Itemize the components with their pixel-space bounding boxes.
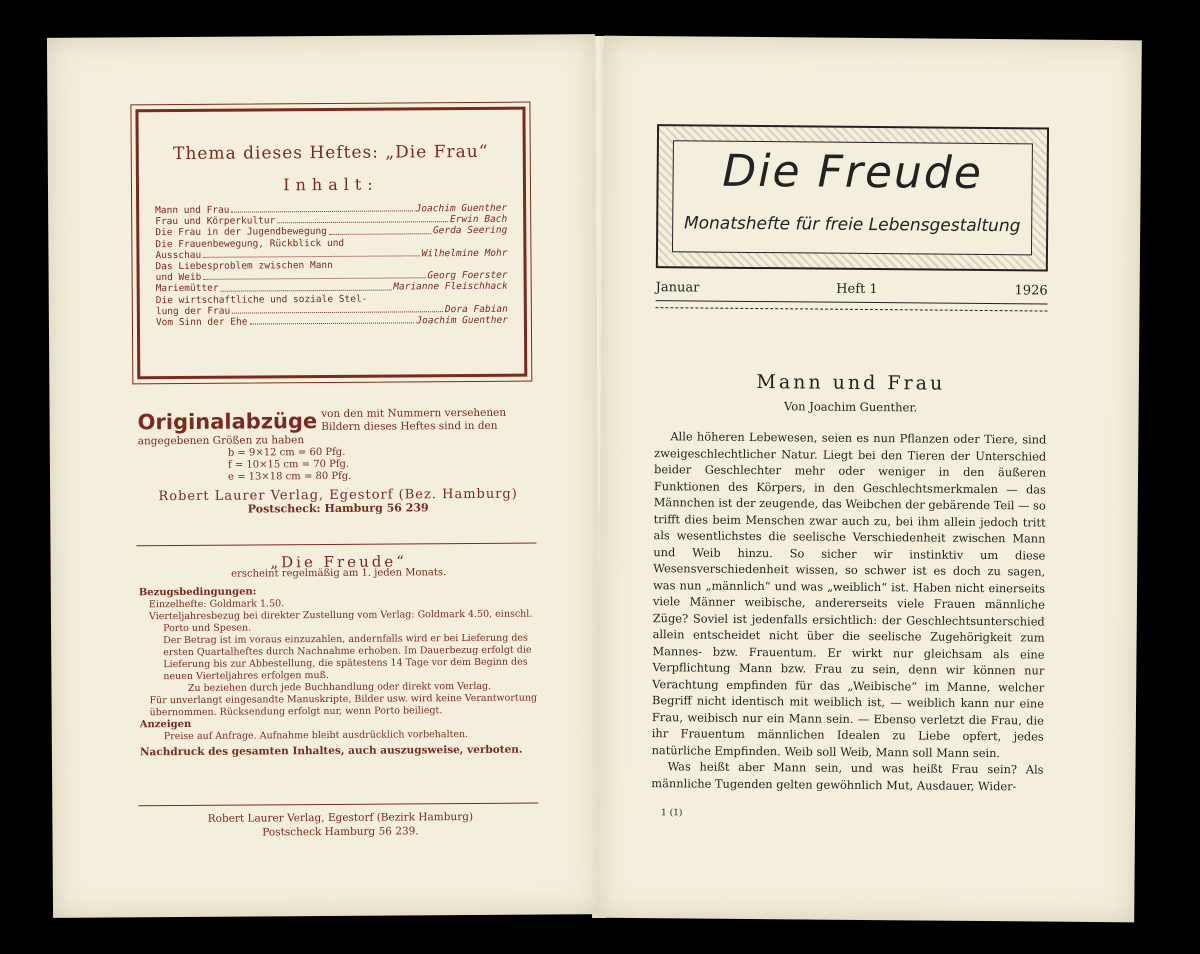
toc-entry-title: Mann und Frau <box>155 204 230 217</box>
divider <box>138 803 538 807</box>
toc-entry <box>156 315 508 329</box>
conditions-heading: Bezugsbedingungen: <box>138 586 257 599</box>
toc-entry-title: Vom Sinn der Ehe <box>155 316 248 329</box>
toc-entry-title: Mariemütter <box>155 283 219 295</box>
toc-leader <box>221 282 392 291</box>
toc-entry-author: Marianne Fleischhack <box>393 281 508 293</box>
toc-entry-title: lung der Frau <box>155 305 231 317</box>
toc-entry-title: und Weib <box>155 272 202 284</box>
size-line: f = 10×15 cm = 70 Pfg. <box>227 458 350 471</box>
toc-leader <box>203 248 419 258</box>
postscheck-line: Postscheck Hamburg 56 239. <box>262 825 419 839</box>
toc-entry-title: Die Frauenbewegung, Rückblick und <box>155 237 345 250</box>
toc-leader <box>231 203 413 212</box>
originals-notice <box>138 407 539 517</box>
toc-entry-author: Joachim Guenther <box>416 314 508 327</box>
toc-leader <box>329 226 431 235</box>
ads-text: Preise auf Anfrage. Aufnahme bleibt ausdrücklich vorbehalten. <box>163 728 469 743</box>
page-number: 1 (1) <box>661 808 683 819</box>
issue-theme: Thema dieses Heftes: „Die Frau“ <box>173 141 489 165</box>
toc-entry-author: Dora Fabian <box>444 303 508 315</box>
freude-subtitle: erscheint regelmäßig am 1. jeden Monats. <box>231 567 447 580</box>
toc-entry-title: Das Liebesproblem zwischen Mann <box>155 259 333 273</box>
ads-heading: Anzeigen <box>139 718 192 731</box>
originals-text: von den mit Nummern versehenen Bildern dieses Heftes sind in den angegebenen Größen zu haben <box>137 406 507 448</box>
article-paragraph: Alle höheren Lebewesen, seien es nun Pflanzen oder Tiere, sind zweigeschlechtlicher Natur. Liegt bei den Tieren der Unterschied beider Geschlechter mehr oder weniger in den äußeren Funktionen des Körpers, in den Geschlechtsmerkmalen — das Männchen ist der zeugende, das Weibchen der gebärende Teil — so trifft dies beim Menschen zwar auch zu, bei ihm allein jedoch tritt als wesentlichstes die seelische Verschiedenheit zwischen Mann und Weib hinzu. So sicher wir instinktiv um diese Wesensverschiedenheit wissen, so schwer ist es doch zu sagen, was nun „männlich“ und was „weiblich“ ist. Haben nicht einerseits viele Männer weibische, andererseits viele Frauen männliche Züge? Soviel ist jedenfalls ersichtlich: der Geschlechtsunterschied allein entscheidet nicht über die seelische Zugehörigkeit zum Mannes- bzw. Frauentum. Er wirkt nur gleichsam als eine Verpflichtung Mann bzw. Frau zu sein, denn wir können nur Verachtung empfinden für das „Weibische“ im Manne, welcher Begriff nicht identisch mit weiblich ist, — weiblich kann nur eine Frau, weibisch nur ein Mann sein. — Ebenso verletzt die Frau, die ihr Frauentum männlichen Idealen zu Liebe opfert, jedes natürliche Empfinden. Weib soll Weib, Mann soll Mann sein. <box>651 429 1047 760</box>
toc-entry-title: Die Frau in der Jugendbewegung <box>155 226 327 239</box>
toc-leader <box>369 292 505 301</box>
toc-entry-author: Gerda Seering <box>432 225 508 237</box>
article-title: Mann und Frau <box>756 371 946 395</box>
size-line: b = 9×12 cm = 60 Pfg. <box>227 446 346 459</box>
bottom-publisher <box>140 809 540 840</box>
toc-entry-title: Ausschau <box>155 249 202 261</box>
condition-line: Zu beziehen durch jede Buchhandlung oder direkt vom Verlag. <box>187 680 492 694</box>
issue-month: Januar <box>655 280 700 296</box>
condition-line: Für unverlangt eingesandte Manuskripte, Bilder usw. wird keine Verantwortung übernommen. Rücksendung erfolgt nur, wenn Porto beiliegt. <box>149 692 538 719</box>
toc-entry-title: Die wirtschaftliche und soziale Stel- <box>155 293 368 306</box>
toc-list <box>155 203 508 329</box>
issue-info <box>656 280 1048 298</box>
issue-year: 1926 <box>1014 283 1048 299</box>
toc-heading: Inhalt: <box>283 174 379 195</box>
masthead-title: Die Freude <box>722 145 984 199</box>
toc-entry-author: Wilhelmine Mohr <box>421 247 508 260</box>
freude-title: „Die Freude“ <box>270 552 407 572</box>
issue-rule <box>655 300 1047 311</box>
right-page <box>596 36 1142 923</box>
toc-leader <box>346 236 505 245</box>
masthead-panel <box>672 140 1033 255</box>
toc-entry-author: Georg Foerster <box>427 269 508 282</box>
toc-entry-title: Frau und Körperkultur <box>155 215 276 228</box>
condition-line: Vierteljahresbezug bei direkter Zustellung vom Verlag: Goldmark 4.50, einschl. <box>148 608 533 623</box>
print-sizes <box>138 446 538 485</box>
article-author: Von Joachim Guenther. <box>783 399 918 415</box>
publisher-line: Robert Laurer Verlag, Egestorf (Bez. Hamburg) <box>158 486 518 505</box>
toc-leader <box>277 214 448 223</box>
toc-entry-author: Joachim Guenther <box>415 202 508 215</box>
toc-entry-author: Erwin Bach <box>449 213 508 226</box>
toc-leader <box>249 315 414 324</box>
masthead-subtitle: Monatshefte für freie Lebensgestaltung <box>683 213 1021 237</box>
masthead <box>656 124 1049 271</box>
size-line: e = 13×18 cm = 80 Pfg. <box>227 470 352 483</box>
condition-line: Der Betrag ist im voraus einzuzahlen, andernfalls wird er bei Lieferung des ersten Quartalheftes durch Nachnahme erhoben. Im Dauerbezug erfolgt die Lieferung bis zur Abbestellung, die spätestens 14 Tage vor dem Beginn des neuen Vierteljahres erfolgen muß. <box>163 632 532 683</box>
article-paragraph: Was heißt aber Mann sein, und was heißt Frau sein? Als männliche Tugenden gelten gewöhnlich Mut, Ausdauer, Wider- <box>651 759 1044 793</box>
left-page <box>47 34 601 918</box>
subscription-info <box>138 552 540 759</box>
toc-leader <box>203 271 425 281</box>
toc-leader <box>232 304 443 314</box>
table-of-contents <box>135 107 527 380</box>
condition-line: Einzelhefte: Goldmark 1.50. <box>148 598 285 611</box>
article-body <box>651 428 1046 794</box>
toc-leader <box>335 259 506 268</box>
publisher-line: Robert Laurer Verlag, Egestorf (Bezirk Hamburg) <box>207 810 474 825</box>
reprint-notice: Nachdruck des gesamten Inhaltes, auch auszugsweise, verboten. <box>139 743 523 759</box>
condition-line: Porto und Spesen. <box>163 622 252 635</box>
originals-heading: Originalabzüge <box>137 409 318 435</box>
issue-number: Heft 1 <box>836 281 878 298</box>
postscheck-line: Postscheck: Hamburg 56 239 <box>247 501 429 516</box>
divider <box>136 543 536 547</box>
